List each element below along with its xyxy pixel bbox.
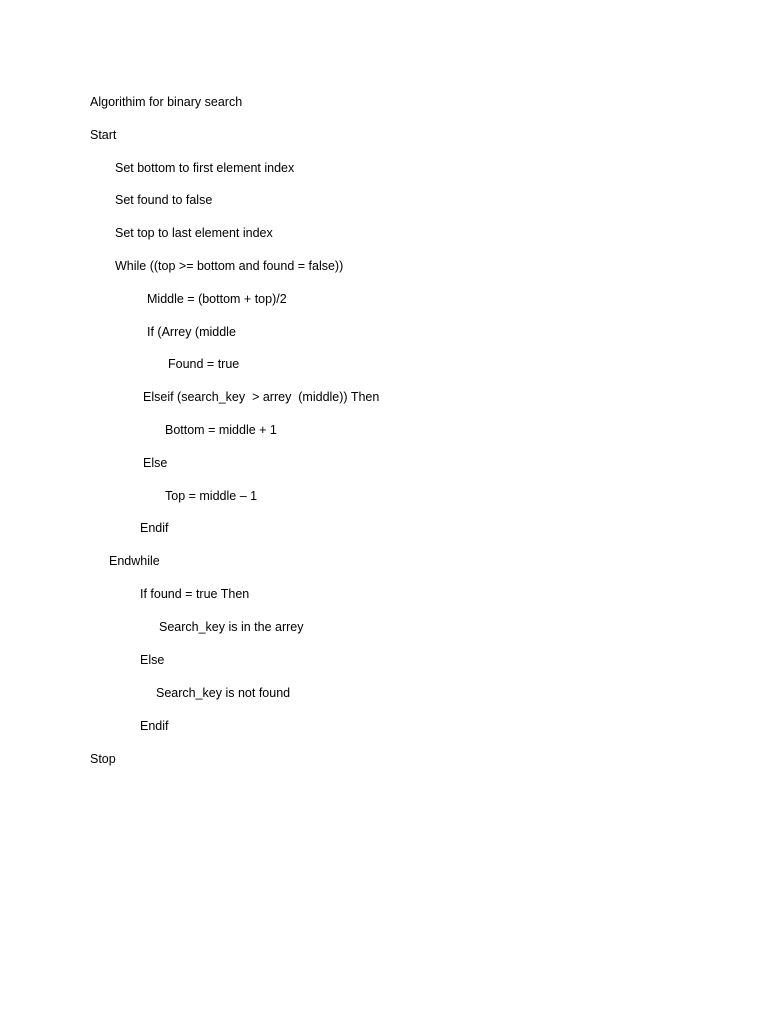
pseudocode-line: Set bottom to first element index (115, 161, 295, 175)
pseudocode-line: Top = middle – 1 (165, 489, 258, 503)
pseudocode-line: Else (140, 653, 165, 667)
pseudocode-line: Elseif (search_key > arrey (middle)) Then (143, 390, 380, 404)
pseudocode-line: Middle = (bottom + top)/2 (147, 292, 287, 306)
pseudocode-line: Start (90, 128, 117, 142)
pseudocode-line: Endwhile (109, 554, 160, 568)
pseudocode-line: Search_key is not found (156, 686, 291, 700)
pseudocode-line: Search_key is in the arrey (159, 620, 304, 634)
pseudocode-line: Else (143, 456, 168, 470)
pseudocode-line: Endif (140, 719, 169, 733)
pseudocode-line: Stop (90, 752, 116, 766)
pseudocode-line: Set top to last element index (115, 226, 273, 240)
pseudocode-line: Found = true (168, 357, 240, 371)
pseudocode-line: While ((top >= bottom and found = false)) (115, 259, 344, 273)
document-title: Algorithim for binary search (90, 95, 243, 109)
pseudocode-line: If (Arrey (middle (147, 325, 236, 339)
pseudocode-line: Bottom = middle + 1 (165, 423, 277, 437)
pseudocode-line: Set found to false (115, 193, 213, 207)
pseudocode-line: If found = true Then (140, 587, 250, 601)
pseudocode-line: Endif (140, 521, 169, 535)
